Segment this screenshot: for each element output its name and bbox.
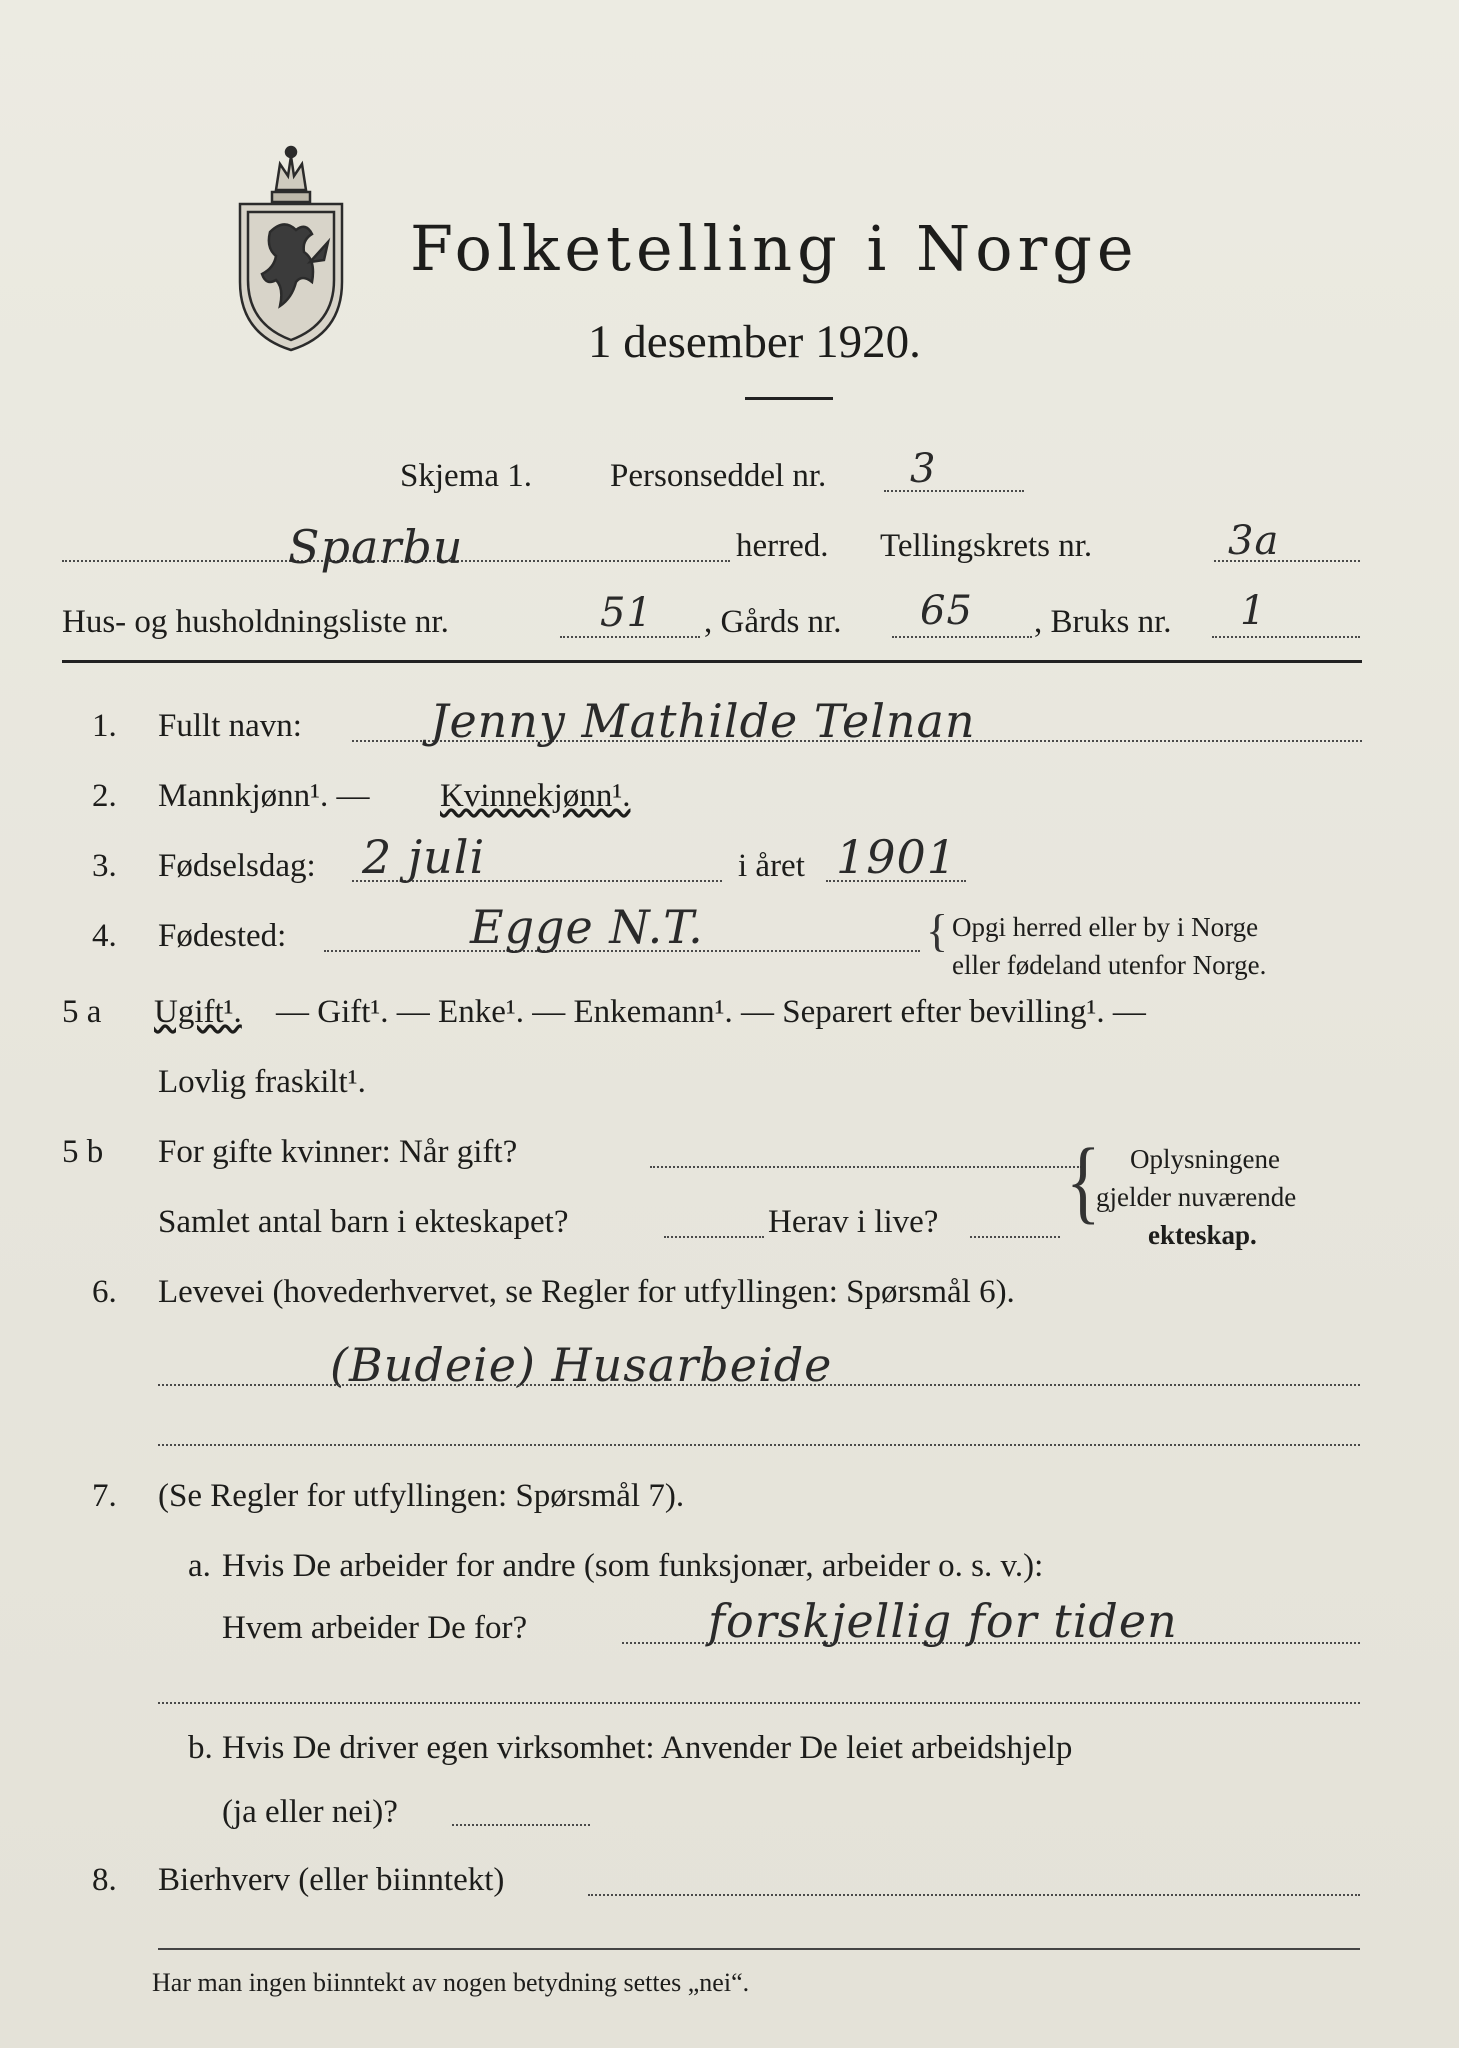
q3-year-label: i året [738, 848, 805, 884]
q5b-note-line3: ekteskap. [1148, 1220, 1257, 1250]
q7a-number: a. [188, 1548, 211, 1584]
q3-number: 3. [92, 848, 117, 884]
q4-label: Fødested: [158, 918, 287, 954]
q4-note-line1: Opgi herred eller by i Norge [952, 912, 1259, 942]
q5b-number: 5 b [62, 1134, 104, 1170]
q5b-alive-line [970, 1236, 1060, 1238]
q7-label: (Se Regler for utfyllingen: Spørsmål 7). [158, 1478, 685, 1514]
q5b-note-line2: gjelder nuværende [1096, 1182, 1297, 1212]
q5b-brace: { [1066, 1128, 1101, 1233]
census-date: 1 desember 1920. [588, 316, 921, 368]
q8-line [588, 1894, 1360, 1896]
employer-value[interactable]: forskjellig for tiden [708, 1594, 1178, 1648]
q1-number: 1. [92, 708, 117, 744]
schema-label: Skjema 1. [400, 458, 532, 494]
gards-value[interactable]: 65 [920, 588, 973, 634]
q5a-number: 5 a [62, 994, 102, 1030]
q6-number: 6. [92, 1274, 117, 1310]
q5b-married-when: For gifte kvinner: Når gift? [158, 1134, 518, 1170]
q8-label: Bierhverv (eller biinntekt) [158, 1862, 505, 1898]
q7a-line2: Hvem arbeider De for? [222, 1610, 528, 1646]
birth-day-value[interactable]: 2 juli [362, 830, 486, 884]
q5a-options[interactable]: — Gift¹. — Enke¹. — Enkemann¹. — Separert efter bevilling¹. — [276, 994, 1146, 1030]
gards-label: , Gårds nr. [704, 604, 842, 640]
q1-label: Fullt navn: [158, 708, 302, 744]
q5b-children-line [664, 1236, 764, 1238]
full-name-value[interactable]: Jenny Mathilde Telnan [430, 694, 976, 748]
q5b-married-line [650, 1166, 1082, 1168]
bruks-value[interactable]: 1 [1240, 588, 1267, 634]
birthplace-value[interactable]: Egge N.T. [470, 900, 704, 954]
q7a-line1: Hvis De arbeider for andre (som funksjonær, arbeider o. s. v.): [222, 1548, 1044, 1584]
personseddel-line [884, 490, 1024, 492]
q7b-line1: Hvis De driver egen virksomhet: Anvender De leiet arbeidshjelp [222, 1730, 1073, 1766]
footer-note: Har man ingen biinntekt av nogen betydning settes „nei“. [152, 1968, 750, 1997]
q5b-note-line1: Oplysningene [1130, 1144, 1280, 1174]
q7a-line-extra [158, 1702, 1360, 1704]
herred-label: herred. [736, 528, 829, 564]
husholdningsliste-line [560, 636, 700, 638]
q7b-number: b. [188, 1730, 213, 1766]
q2-male-option[interactable]: Mannkjønn¹. — [158, 778, 370, 814]
tellingskrets-value[interactable]: 3a [1228, 518, 1280, 564]
q5a-ugift-option[interactable]: Ugift¹. [154, 994, 242, 1030]
q3-label: Fødselsdag: [158, 848, 316, 884]
q5b-children-label: Samlet antal barn i ekteskapet? [158, 1204, 569, 1240]
q7b-line2: (ja eller nei)? [222, 1794, 398, 1830]
form-title: Folketelling i Norge [410, 212, 1139, 285]
husholdningsliste-value[interactable]: 51 [600, 590, 653, 636]
header-separator [62, 660, 1362, 663]
q8-number: 8. [92, 1862, 117, 1898]
personseddel-value[interactable]: 3 [910, 446, 937, 492]
title-divider [745, 397, 833, 400]
q4-number: 4. [92, 918, 117, 954]
bruks-label: , Bruks nr. [1034, 604, 1172, 640]
bruks-line [1212, 636, 1360, 638]
gards-line [892, 636, 1032, 638]
q6-line1 [158, 1384, 1360, 1386]
birth-year-value[interactable]: 1901 [836, 830, 958, 884]
herred-value[interactable]: Sparbu [288, 520, 464, 574]
tellingskrets-label: Tellingskrets nr. [880, 528, 1093, 564]
q4-note-line2: eller fødeland utenfor Norge. [952, 950, 1267, 980]
q2-number: 2. [92, 778, 117, 814]
occupation-value[interactable]: (Budeie) Husarbeide [330, 1338, 833, 1392]
personseddel-label: Personseddel nr. [610, 458, 827, 494]
q2-female-option[interactable]: Kvinnekjønn¹. [440, 778, 631, 814]
norwegian-coat-of-arms-icon [232, 142, 350, 354]
q5a-fraskilt-option[interactable]: Lovlig fraskilt¹. [158, 1064, 366, 1100]
q5b-alive-label: Herav i live? [768, 1204, 939, 1240]
footer-separator [158, 1948, 1360, 1950]
q6-line2 [158, 1444, 1360, 1446]
q7-number: 7. [92, 1478, 117, 1514]
husholdningsliste-label: Hus- og husholdningsliste nr. [62, 604, 449, 640]
q7b-line [452, 1824, 590, 1826]
q4-brace: { [926, 905, 949, 956]
q6-label: Levevei (hovederhvervet, se Regler for utfyllingen: Spørsmål 6). [158, 1274, 1015, 1310]
